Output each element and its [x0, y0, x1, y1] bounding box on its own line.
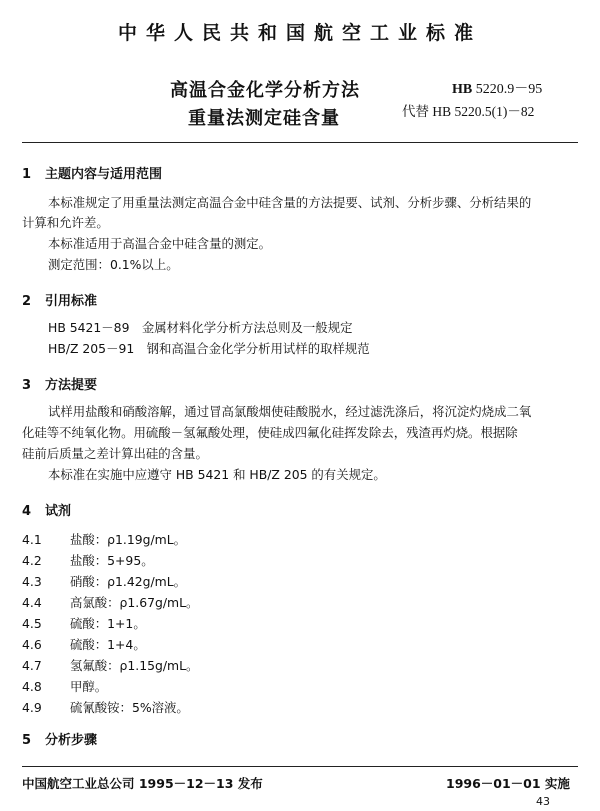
section-3-paragraph-1b: 化硅等不纯氧化物。用硫酸－氢氟酸处理，使硅成四氟化硅挥发除去，残渣再灼烧。根据除: [22, 425, 518, 440]
item-number: 4.6: [22, 637, 42, 652]
section-title: 引用标准: [45, 294, 98, 309]
section-title: 分析步骤: [45, 733, 98, 748]
reagent-item: [22, 551, 154, 569]
effective-date: 1996－01－01 实施: [446, 776, 570, 791]
standard-code: [452, 78, 542, 98]
section-title: 试剂: [45, 504, 72, 519]
item-number: 4.4: [22, 595, 42, 610]
item-text: 氢氟酸：ρ1.15g/mL。: [70, 658, 199, 673]
section-3-heading: [22, 374, 97, 393]
item-text: 硝酸：ρ1.42g/mL。: [70, 574, 187, 589]
item-number: 4.7: [22, 658, 42, 673]
reagent-item: [22, 593, 198, 611]
item-text: 盐酸：ρ1.19g/mL。: [70, 532, 187, 547]
reference-item: HB 5421－89 金属材料化学分析方法总则及一般规定: [48, 320, 353, 335]
item-number: 4.3: [22, 574, 42, 589]
section-3-paragraph-1c: 硅前后质量之差计算出硅的含量。: [22, 446, 208, 461]
section-5-heading: [22, 729, 97, 748]
reagent-item: [22, 677, 107, 695]
reagent-item: [22, 698, 189, 716]
standard-prefix: HB: [452, 82, 473, 97]
item-text: 高氯酸：ρ1.67g/mL。: [70, 595, 199, 610]
section-1-heading: [22, 163, 162, 182]
section-number: 1: [22, 167, 32, 182]
document-title-line2: 重量法测定硅含量: [188, 108, 340, 129]
item-number: 4.2: [22, 553, 42, 568]
issue-date: 中国航空工业总公司 1995－12－13 发布: [22, 776, 263, 791]
section-number: 4: [22, 504, 32, 519]
standard-number: 5220.9－95: [475, 82, 543, 97]
item-text: 硫氰酸铵：5%溶液。: [70, 700, 189, 715]
section-1-paragraph-3: 测定范围：0.1%以上。: [48, 257, 179, 272]
item-text: 盐酸：5+95。: [70, 553, 154, 568]
reagent-item: [22, 530, 186, 548]
section-number: 2: [22, 294, 32, 309]
section-title: 方法提要: [45, 378, 98, 393]
section-title: 主题内容与适用范围: [45, 167, 163, 182]
section-1-paragraph-1a: 本标准规定了用重量法测定高温合金中硅含量的方法提要、试剂、分析步骤、分析结果的: [48, 195, 532, 210]
item-text: 硫酸：1+1。: [70, 616, 146, 631]
document-title-line1: 高温合金化学分析方法: [170, 80, 360, 101]
section-2-heading: [22, 290, 97, 309]
section-1-paragraph-1b: 计算和允许差。: [22, 215, 109, 230]
header-divider: [22, 142, 578, 143]
item-number: 4.9: [22, 700, 42, 715]
section-4-heading: [22, 500, 71, 519]
org-standard-title: 中华人民共和国航空工业标准: [117, 22, 482, 44]
reference-item: HB/Z 205－91 钢和高温合金化学分析用试样的取样规范: [48, 341, 370, 356]
reagent-item: [22, 614, 146, 632]
item-number: 4.8: [22, 679, 42, 694]
page-number: 43: [536, 795, 550, 808]
section-number: 3: [22, 378, 32, 393]
reagent-item: [22, 635, 146, 653]
reagent-item: [22, 656, 198, 674]
item-number: 4.5: [22, 616, 42, 631]
section-1-paragraph-2: 本标准适用于高温合金中硅含量的测定。: [48, 236, 272, 251]
section-3-paragraph-2: 本标准在实施中应遵守 HB 5421 和 HB/Z 205 的有关规定。: [48, 467, 386, 482]
item-text: 硫酸：1+4。: [70, 637, 146, 652]
replaces-standard: 代替 HB 5220.5(1)－82: [402, 104, 535, 119]
item-number: 4.1: [22, 532, 42, 547]
section-3-paragraph-1a: 试样用盐酸和硝酸溶解，通过冒高氯酸烟使硅酸脱水，经过滤洗涤后，将沉淀灼烧成二氧: [48, 404, 532, 419]
item-text: 甲醇。: [70, 679, 108, 694]
footer-divider: [22, 766, 578, 767]
reagent-item: [22, 572, 186, 590]
section-number: 5: [22, 733, 32, 748]
